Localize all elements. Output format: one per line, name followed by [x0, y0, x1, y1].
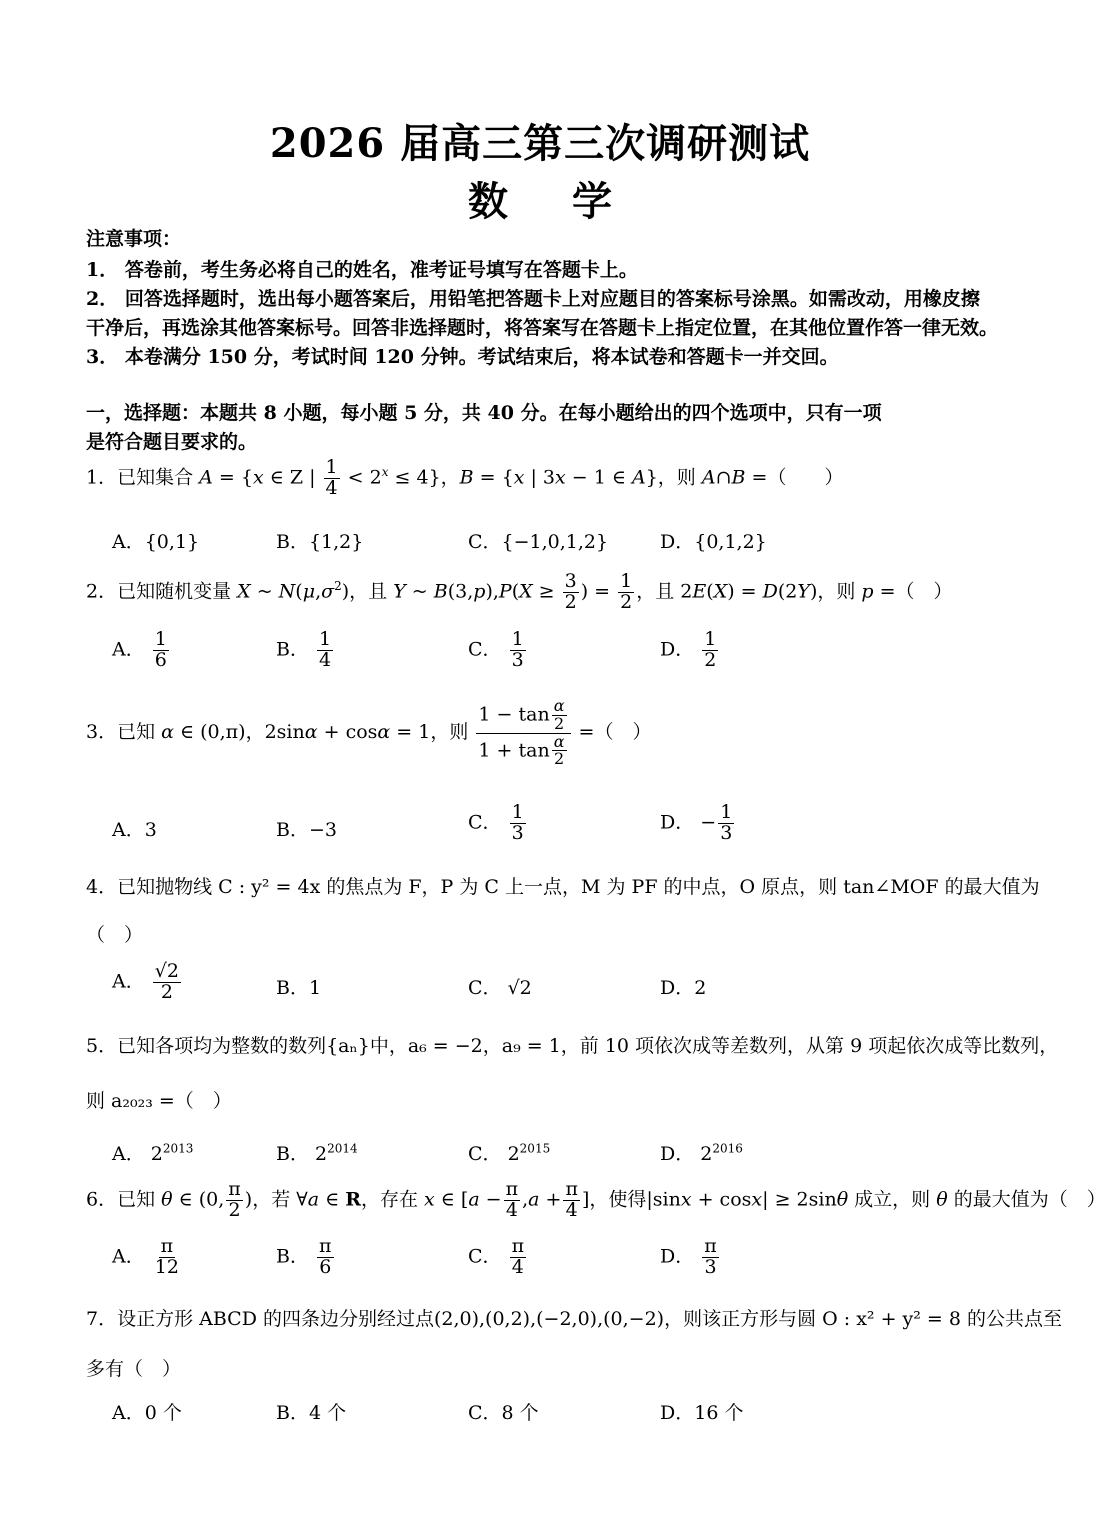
notice-item-2-cont: 干净后，再选涂其他答案标号。回答非选择题时，将答案写在答题卡上指定位置，在其他位置作答一律无效。	[86, 317, 999, 339]
q1-option-a: A．{0,1}	[112, 531, 200, 553]
q1-option-b: B．{1,2}	[276, 531, 364, 553]
q1-option-c: C．{−1,0,1,2}	[468, 531, 609, 553]
q2-option-b: B． $\frac{1}{4}$	[276, 628, 332, 671]
section-heading: 一，选择题：本题共 8 小题，每小题 5 分，共 40 分。在每小题给出的四个选项中，只有一项	[86, 402, 882, 424]
q7-option-c: C．8 个	[468, 1402, 539, 1424]
notice-item-3: 3． 本卷满分 150 分，考试时间 120 分钟。考试结束后，将本试卷和答题卡一并交回。	[86, 346, 839, 368]
q2-option-d: D． $\frac{1}{2}$	[660, 628, 717, 671]
question-5-cont: 则 a₂₀₂₃ =（ ）	[86, 1090, 232, 1112]
q3-option-b: B．−3	[276, 819, 337, 841]
q2-option-a: A． $\frac{1}{6}$	[112, 628, 167, 671]
q5-option-a: A． $2^{2013}$	[112, 1141, 194, 1165]
q5-option-b: B． $2^{2014}$	[276, 1141, 358, 1165]
q3-option-c: C． $\frac{1}{3}$	[468, 801, 524, 844]
question-1: 1．已知集合 A = {x ∈ Z | $\frac{1}{4}$ < $2^x \le 4$}，B = {x | 3x − 1 ∈ A}，则 A∩B =（ ）	[86, 456, 844, 499]
question-4: 4．已知抛物线 C : y² = 4x 的焦点为 F，P 为 C 上一点，M 为 PF 的中点，O 原点，则 tan∠MOF 的最大值为	[86, 876, 1040, 898]
question-2: 2．已知随机变量 X ~ $N(\mu,\sigma^2)$，且 Y ~ B(3,p),P(X ≥ $\frac{3}{2}$ ) = $\frac{1}{2}$ ，且 2E(X) = D(2Y)，则 p =（ ）	[86, 570, 953, 613]
q4-option-d: D．2	[660, 977, 707, 999]
question-4-paren: （ ）	[86, 924, 144, 946]
q6-option-c: C． $\frac{\pi}{4}$	[468, 1235, 525, 1278]
question-7: 7．设正方形 ABCD 的四条边分别经过点(2,0),(0,2),(−2,0),(0,−2)，则该正方形与圆 O : x² + y² = 8 的公共点至	[86, 1308, 1063, 1330]
question-7-cont: 多有（ ）	[86, 1358, 182, 1380]
q7-option-a: A．0 个	[112, 1402, 182, 1424]
q6-option-b: B． $\frac{\pi}{6}$	[276, 1235, 332, 1278]
question-5: 5．已知各项均为整数的数列{aₙ}中，a₆ = −2，a₉ = 1，前 10 项依次成等差数列，从第 9 项起依次成等比数列，	[86, 1035, 1059, 1057]
q4-option-a: A． $\frac{√2}{2}$	[112, 960, 179, 1003]
q4-option-b: B．1	[276, 977, 322, 999]
notice-heading: 注意事项：	[86, 228, 182, 250]
q5-option-d: D． $2^{2016}$	[660, 1141, 743, 1165]
q3-option-a: A．3	[112, 819, 157, 841]
q5-option-c: C． $2^{2015}$	[468, 1141, 551, 1165]
q6-option-a: A． $\frac{\pi}{12}$	[112, 1235, 179, 1278]
question-3: 3．已知 α ∈ (0,π)，2sinα + cosα = 1，则 1 − tan $\frac{\alpha}{2}$ 1 + tan $\frac{\alpha}{2}$ =（ ）	[86, 696, 652, 769]
q7-option-d: D．16 个	[660, 1402, 744, 1424]
notice-item-2: 2． 回答选择题时，选出每小题答案后，用铅笔把答题卡上对应题目的答案标号涂黑。如需改动，用橡皮擦	[86, 288, 980, 310]
subject-title: 数学	[468, 178, 676, 225]
q1-option-d: D．{0,1,2}	[660, 531, 767, 553]
q3-option-d: D． − $\frac{1}{3}$	[660, 801, 733, 844]
question-6: 6．已知 θ ∈ (0, $\frac{\pi}{2}$ )，若 ∀a ∈ R，存在 x ∈ [a − $\frac{\pi}{4}$ ,a + $\frac{\pi}{4}$ ]，使得|sinx + cosx| ≥ 2sinθ 成立，则 θ 的最大值为（ ）	[86, 1178, 1106, 1221]
page-title: 2026 届高三第三次调研测试	[269, 120, 811, 167]
q4-option-c: C． √2	[468, 977, 532, 999]
q6-option-d: D． $\frac{\pi}{3}$	[660, 1235, 717, 1278]
notice-item-1: 1． 答卷前，考生务必将自己的姓名，准考证号填写在答题卡上。	[86, 259, 638, 281]
q7-option-b: B．4 个	[276, 1402, 347, 1424]
section-heading-cont: 是符合题目要求的。	[86, 431, 258, 453]
q2-option-c: C． $\frac{1}{3}$	[468, 628, 524, 671]
